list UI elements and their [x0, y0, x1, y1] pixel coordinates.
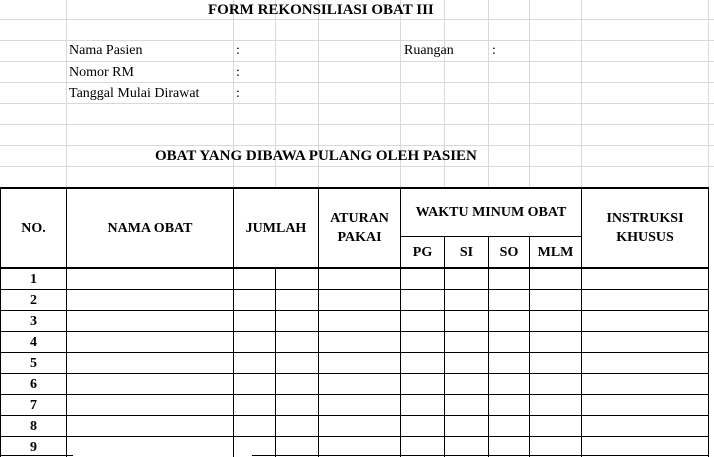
header-si: SI — [459, 245, 474, 260]
row-number: 1 — [30, 272, 37, 287]
header-mlm: MLM — [537, 245, 574, 260]
row-number: 8 — [30, 419, 37, 434]
form-title: FORM REKONSILIASI OBAT III — [208, 2, 434, 18]
header-instructions-line2: KHUSUS — [616, 230, 674, 245]
start-date-label: Tanggal Mulai Dirawat — [69, 86, 200, 101]
header-time-taken: WAKTU MINUM OBAT — [415, 205, 567, 220]
header-quantity: JUMLAH — [245, 221, 307, 236]
row-number: 5 — [30, 356, 37, 371]
row-number: 3 — [30, 314, 37, 329]
patient-name-colon: : — [236, 43, 240, 58]
room-colon: : — [492, 43, 496, 58]
row-number: 6 — [30, 377, 37, 392]
header-pg: PG — [412, 245, 433, 260]
header-rules-line1: ATURAN — [330, 211, 389, 226]
section-title: OBAT YANG DIBAWA PULANG OLEH PASIEN — [155, 148, 477, 164]
row-number: 2 — [30, 293, 37, 308]
header-no: NO. — [21, 221, 46, 236]
header-drug-name: NAMA OBAT — [107, 221, 193, 236]
header-so: SO — [499, 245, 519, 260]
header-instructions-line1: INSTRUKSI — [606, 211, 684, 226]
record-number-label: Nomor RM — [69, 65, 134, 80]
row-number: 7 — [30, 398, 37, 413]
row-number: 9 — [30, 440, 37, 455]
start-date-colon: : — [236, 86, 240, 101]
room-label: Ruangan — [404, 43, 454, 58]
record-number-colon: : — [236, 65, 240, 80]
patient-name-label: Nama Pasien — [69, 43, 143, 58]
row-number: 4 — [30, 335, 37, 350]
header-rules-line2: PAKAI — [337, 230, 382, 245]
